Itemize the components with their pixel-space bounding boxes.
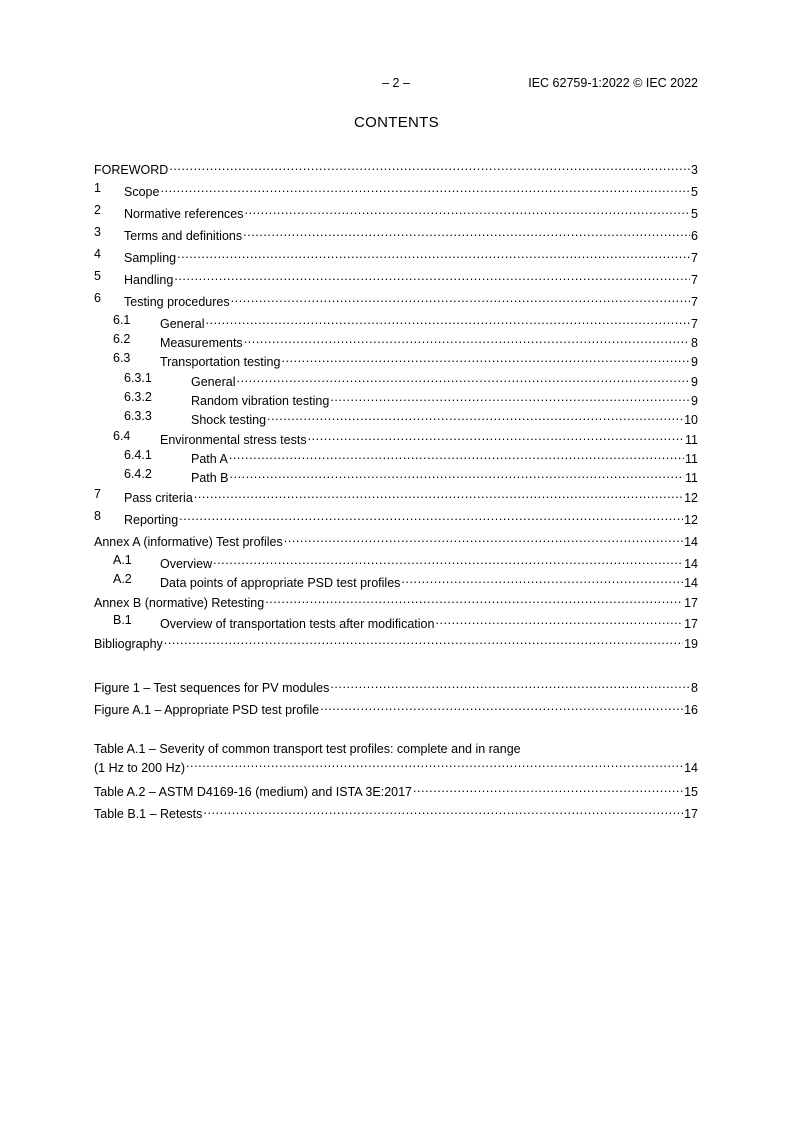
toc-page-number: 17 [684,596,698,610]
toc-entry[interactable] [94,632,698,651]
toc-number: 8 [94,509,101,523]
toc-label: Testing procedures [124,295,230,309]
figure-list-entry[interactable] [94,676,698,695]
dot-leader [244,331,690,347]
toc-entry[interactable] [94,158,698,177]
toc-number: B.1 [113,613,132,627]
toc-number: 5 [94,269,101,283]
document-id: IEC 62759-1:2022 © IEC 2022 [528,76,698,90]
toc-page-number: 15 [684,785,698,799]
toc-label: Scope [124,185,160,199]
dot-leader [186,756,683,772]
toc-label: Random vibration testing [191,394,330,408]
toc-number: A.1 [113,553,132,567]
dot-leader [401,571,683,587]
toc-entry[interactable] [94,486,698,505]
toc-number: 6.4.1 [124,448,152,462]
toc-entry[interactable] [94,408,698,427]
toc-number: 4 [94,247,101,261]
dot-leader [330,389,690,405]
toc-page-number: 14 [684,535,698,549]
toc-label: Sampling [124,251,177,265]
toc-entry[interactable] [94,571,698,590]
toc-entry[interactable] [94,312,698,331]
toc-entry[interactable] [94,591,698,610]
toc-page-number: 14 [684,557,698,571]
toc-number: 6.3 [113,351,131,365]
toc-entry[interactable] [94,508,698,527]
toc-label: Pass criteria [124,491,193,505]
toc-number: 6.2 [113,332,131,346]
toc-label: Overview [160,557,213,571]
dot-leader [435,612,683,628]
toc-entry[interactable] [94,350,698,369]
toc-label: Annex A (informative) Test profiles [94,535,283,549]
toc-number: 6.3.1 [124,371,152,385]
figure-list-entry[interactable] [94,698,698,717]
dot-leader [413,780,683,796]
dot-leader [169,158,690,174]
dot-leader [203,802,683,818]
toc-number: 6.1 [113,313,131,327]
toc-page-number: 19 [684,637,698,651]
dot-leader [236,370,690,386]
toc-label: Terms and definitions [124,229,243,243]
toc-entry[interactable] [94,202,698,221]
toc-label: Path B [191,471,229,485]
page-header [94,76,698,92]
toc-page-number: 8 [691,681,698,695]
toc-page-number: 7 [691,251,698,265]
toc-number: A.2 [113,572,132,586]
dot-leader [174,268,690,284]
toc-entry[interactable] [94,290,698,309]
toc-entry[interactable] [94,389,698,408]
toc-number: 6.4.2 [124,467,152,481]
dot-leader [265,591,683,607]
toc-label: General [160,317,205,331]
toc-page-number: 5 [691,207,698,221]
dot-leader [245,202,691,218]
table-list-entry[interactable] [94,742,698,774]
toc-label: Reporting [124,513,179,527]
dot-leader [308,428,684,444]
dot-leader [205,312,690,328]
toc-label: Annex B (normative) Retesting [94,596,265,610]
toc-page-number: 6 [691,229,698,243]
page-title: CONTENTS [354,114,439,131]
toc-entry[interactable] [94,246,698,265]
toc-label: Figure A.1 – Appropriate PSD test profile [94,703,320,717]
dot-leader [229,447,684,463]
toc-entry[interactable] [94,224,698,243]
toc-page-number: 14 [684,761,698,775]
toc-label-continuation: (1 Hz to 200 Hz) [94,761,186,775]
toc-label: Normative references [124,207,244,221]
toc-label: Overview of transportation tests after modification [160,617,435,631]
toc-entry[interactable] [94,370,698,389]
toc-label: Transportation testing [160,355,281,369]
toc-label: Measurements [160,336,243,350]
toc-label: Data points of appropriate PSD test profiles [160,576,401,590]
toc-entry[interactable] [94,428,698,447]
toc-entry[interactable] [94,447,698,466]
toc-page-number: 16 [684,703,698,717]
toc-page-number: 14 [684,576,698,590]
dot-leader [281,350,690,366]
toc-label: Environmental stress tests [160,433,307,447]
toc-entry[interactable] [94,466,698,485]
toc-page-number: 11 [685,433,698,447]
toc-page-number: 11 [685,471,698,485]
dot-leader [320,698,683,714]
toc-entry[interactable] [94,268,698,287]
table-list-entry[interactable] [94,802,698,821]
dot-leader [179,508,683,524]
dot-leader [164,632,683,648]
dot-leader [177,246,690,262]
toc-number: 2 [94,203,101,217]
toc-page-number: 9 [691,355,698,369]
toc-page-number: 7 [691,317,698,331]
toc-page-number: 5 [691,185,698,199]
toc-page-number: 11 [685,452,698,466]
toc-label: Shock testing [191,413,267,427]
toc-number: 1 [94,181,101,195]
toc-page-number: 12 [684,513,698,527]
dot-leader [194,486,683,502]
dot-leader [231,290,690,306]
toc-label: FOREWORD [94,163,169,177]
page-number: – 2 – [382,76,410,90]
dot-leader [243,224,690,240]
toc-label: Path A [191,452,228,466]
dot-leader [267,408,683,424]
toc-entry[interactable] [94,180,698,199]
dot-leader [230,466,684,482]
toc-entry[interactable] [94,331,698,350]
toc-page-number: 17 [684,807,698,821]
toc-entry[interactable] [94,530,698,549]
toc-page-number: 9 [691,375,698,389]
toc-number: 7 [94,487,101,501]
toc-page-number: 12 [684,491,698,505]
dot-leader [160,180,690,196]
toc-number: 3 [94,225,101,239]
toc-page-number: 8 [691,336,698,350]
toc-page-number: 10 [684,413,698,427]
dot-leader [213,552,683,568]
toc-label: Table B.1 – Retests [94,807,203,821]
toc-label: Figure 1 – Test sequences for PV modules [94,681,330,695]
toc-number: 6.4 [113,429,131,443]
toc-page-number: 9 [691,394,698,408]
toc-page-number: 3 [691,163,698,177]
toc-entry[interactable] [94,612,698,631]
toc-label: General [191,375,236,389]
toc-number: 6.3.2 [124,390,152,404]
toc-page-number: 7 [691,295,698,309]
dot-leader [284,530,683,546]
table-list-entry[interactable] [94,780,698,799]
toc-label: Bibliography [94,637,163,651]
toc-entry[interactable] [94,552,698,571]
toc-label: Table A.2 – ASTM D4169-16 (medium) and ISTA 3E:2017 [94,785,412,799]
dot-leader [330,676,690,692]
toc-page-number: 17 [684,617,698,631]
toc-number: 6 [94,291,101,305]
toc-page-number: 7 [691,273,698,287]
toc-label: Handling [124,273,174,287]
toc-label: Table A.1 – Severity of common transport test profiles: complete and in range [94,742,521,756]
toc-number: 6.3.3 [124,409,152,423]
